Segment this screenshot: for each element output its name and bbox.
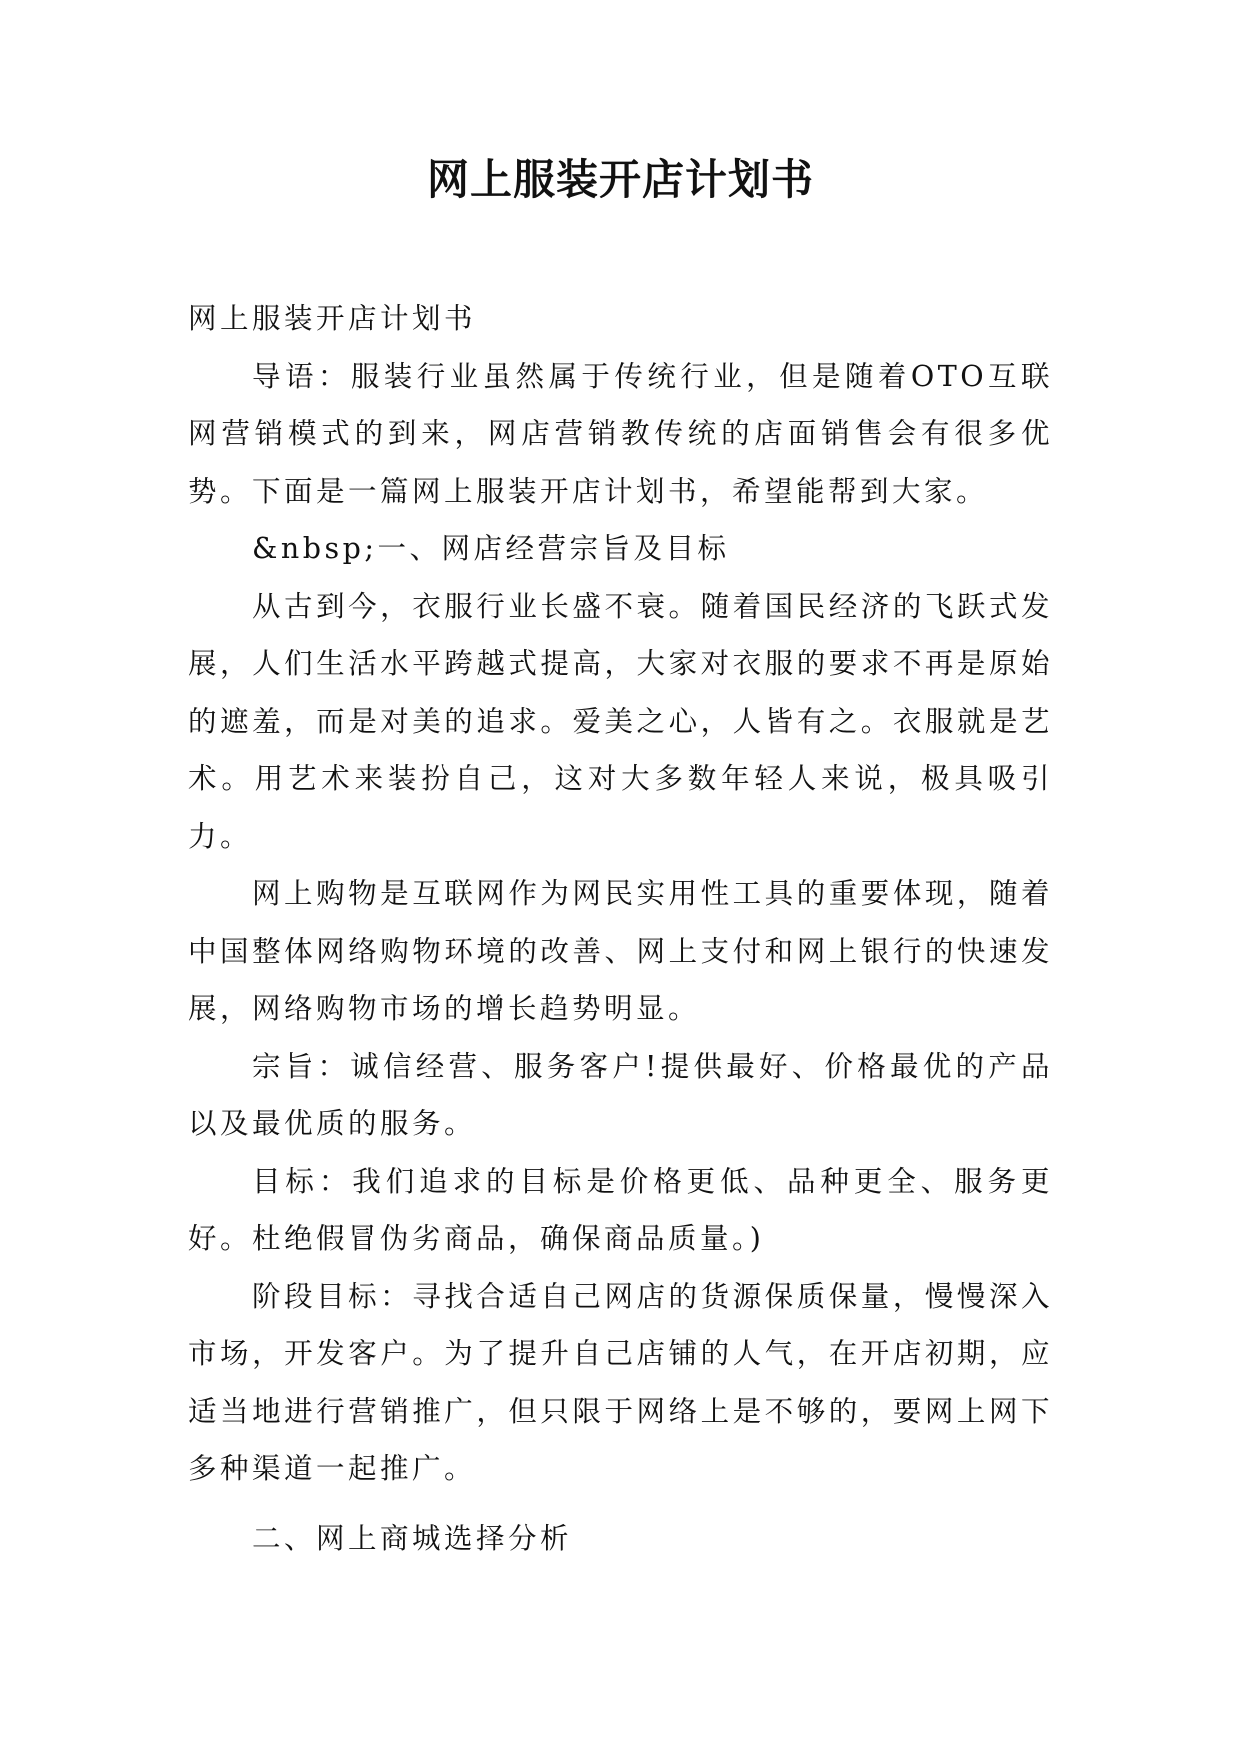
paragraph-online-shopping: 网上购物是互联网作为网民实用性工具的重要体现，随着中国整体网络购物环境的改善、网上支付和网上银行的快速发展，网络购物市场的增长趋势明显。 xyxy=(188,877,1053,1025)
paragraph-clothing-history: 从古到今，衣服行业长盛不衰。随着国民经济的飞跃式发展，人们生活水平跨越式提高，大家对衣服的要求不再是原始的遮羞，而是对美的追求。爱美之心，人皆有之。衣服就是艺术。用艺术来装扮自己，这对大多数年轻人来说，极具吸引力。 xyxy=(188,589,1053,853)
section-heading-1: &nbsp;一、网店经营宗旨及目标 xyxy=(252,532,730,565)
paragraph-purpose: 宗旨：诚信经营、服务客户!提供最好、价格最优的产品以及最优质的服务。 xyxy=(188,1049,1053,1140)
document-title: 网上服装开店计划书 xyxy=(426,155,814,204)
body-title-line: 网上服装开店计划书 xyxy=(188,302,477,335)
paragraph-goal: 目标：我们追求的目标是价格更低、品种更全、服务更好。杜绝假冒伪劣商品，确保商品质量。) xyxy=(188,1164,1053,1255)
section-heading-2: 二、网上商城选择分析 xyxy=(252,1521,573,1555)
intro-paragraph: 导语：服装行业虽然属于传统行业，但是随着OTO互联网营销模式的到来，网店营销教传统的店面销售会有很多优势。下面是一篇网上服装开店计划书，希望能帮到大家。 xyxy=(188,359,1053,508)
document-body xyxy=(188,290,1053,1567)
paragraph-stage-goal: 阶段目标：寻找合适自己网店的货源保质保量，慢慢深入市场，开发客户。为了提升自己店铺的人气，在开店初期，应适当地进行营销推广，但只限于网络上是不够的，要网上网下多种渠道一起推广。 xyxy=(188,1279,1053,1485)
